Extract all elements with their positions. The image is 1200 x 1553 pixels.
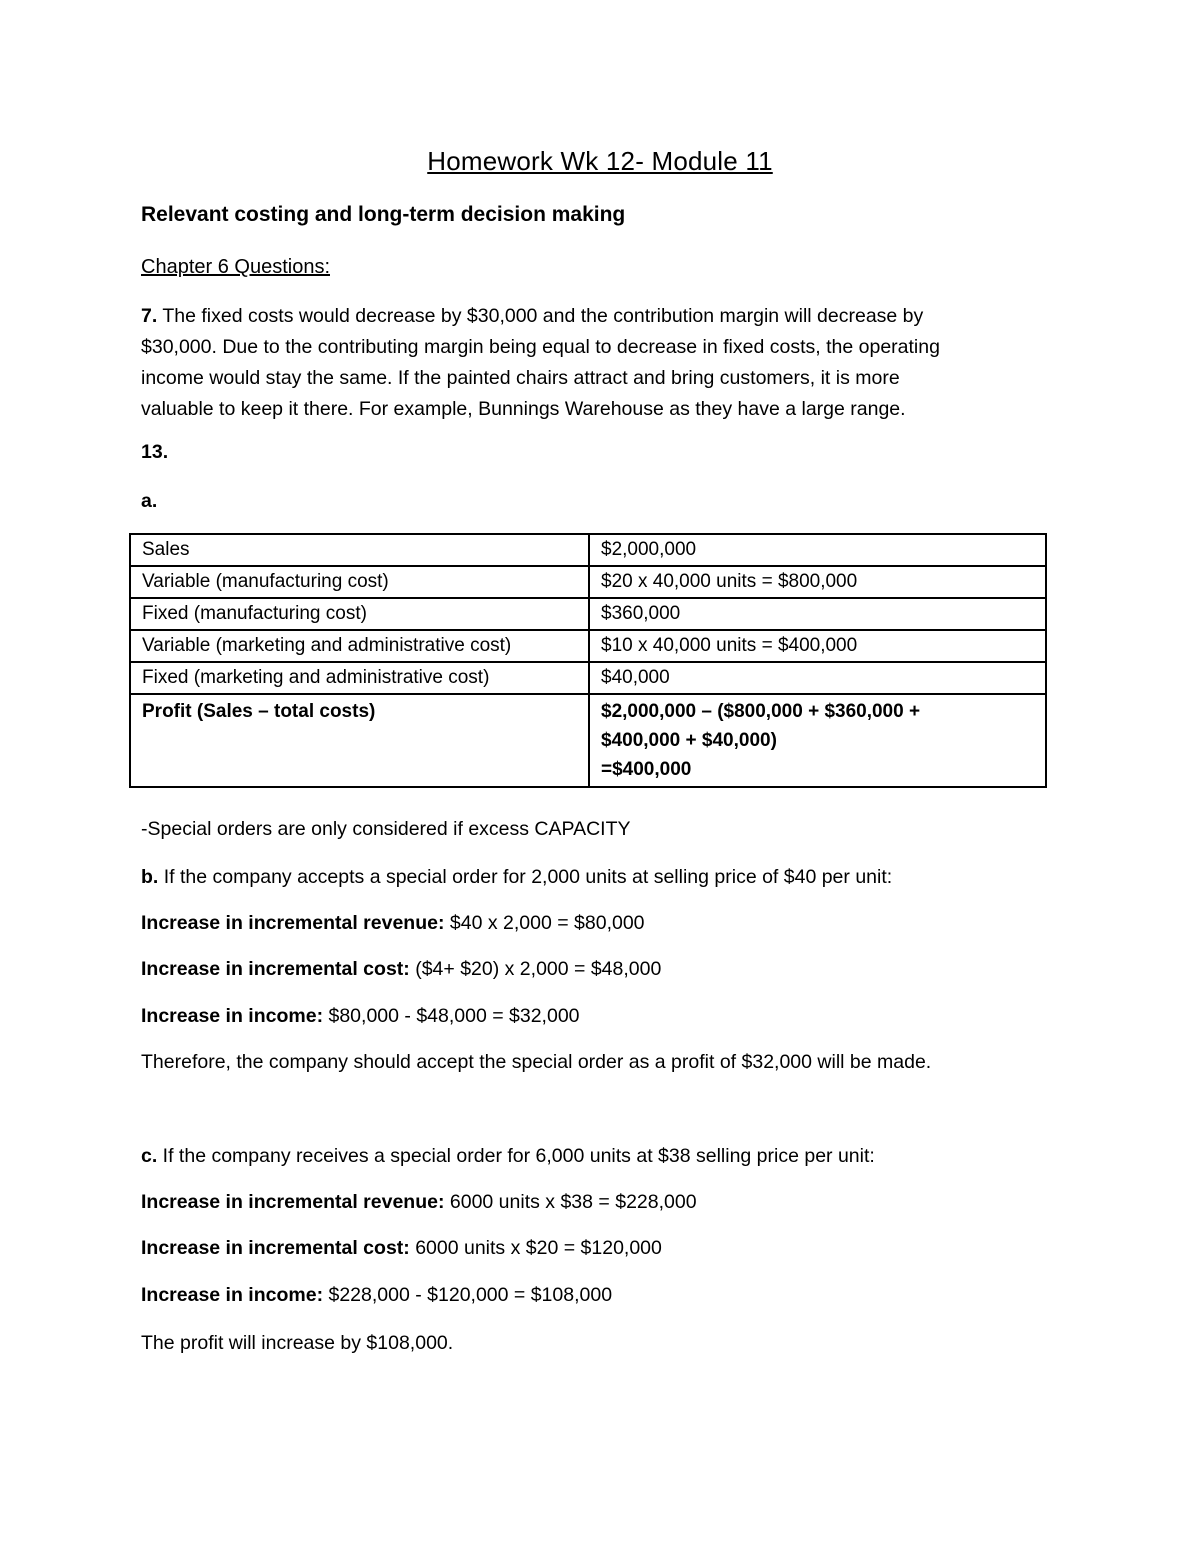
question-7-line: $30,000. Due to the contributing margin being equal to decrease in fixed costs, the operating (141, 336, 940, 358)
part-b-label: b. (141, 866, 159, 888)
part-c-label: c. (141, 1145, 158, 1167)
profit-row (130, 694, 1046, 787)
table-row (130, 566, 1046, 598)
row-label: Sales (130, 534, 589, 566)
profit-value-line: =$400,000 (601, 759, 692, 780)
part-c-intro: c. If the company receives a special order for 6,000 units at $38 selling price per unit: (141, 1145, 875, 1167)
question-7-line: income would stay the same. If the painted chairs attract and bring customers, it is more (141, 367, 900, 389)
table-row (130, 662, 1046, 694)
profit-label: Profit (Sales – total costs) (130, 694, 589, 787)
part-b-revenue: Increase in incremental revenue: $40 x 2,000 = $80,000 (141, 912, 645, 934)
row-value: $20 x 40,000 units = $800,000 (589, 566, 1046, 598)
chapter-heading: Chapter 6 Questions: (141, 256, 330, 278)
part-b-income: Increase in income: $80,000 - $48,000 = $32,000 (141, 1005, 580, 1027)
part-b-conclusion: Therefore, the company should accept the special order as a profit of $32,000 will be made. (141, 1051, 932, 1073)
row-label: Variable (marketing and administrative cost) (130, 630, 589, 662)
income-statement-table (129, 533, 1047, 788)
table-row (130, 598, 1046, 630)
row-label: Fixed (marketing and administrative cost) (130, 662, 589, 694)
profit-value-line: $2,000,000 – ($800,000 + $360,000 + (601, 701, 921, 722)
row-value: $360,000 (589, 598, 1046, 630)
part-a-label: a. (141, 490, 158, 512)
part-b-cost: Increase in incremental cost: ($4+ $20) x 2,000 = $48,000 (141, 958, 662, 980)
question-7 (141, 301, 1041, 425)
question-13-number: 13. (141, 441, 169, 463)
part-c-cost: Increase in incremental cost: 6000 units x $20 = $120,000 (141, 1237, 662, 1259)
row-value: $2,000,000 (589, 534, 1046, 566)
table-row (130, 534, 1046, 566)
question-number: 7. (141, 305, 158, 327)
part-c-conclusion: The profit will increase by $108,000. (141, 1332, 454, 1354)
profit-value-line: $400,000 + $40,000) (601, 730, 777, 751)
document-title: Homework Wk 12- Module 11 (427, 146, 773, 176)
question-7-line: 7. The fixed costs would decrease by $30,000 and the contribution margin will decrease by (141, 305, 924, 327)
part-c-revenue: Increase in incremental revenue: 6000 units x $38 = $228,000 (141, 1191, 697, 1213)
part-b-intro: b. If the company accepts a special order for 2,000 units at selling price of $40 per unit: (141, 866, 893, 888)
table-row (130, 630, 1046, 662)
row-label: Variable (manufacturing cost) (130, 566, 589, 598)
row-value: $40,000 (589, 662, 1046, 694)
profit-value (589, 694, 1046, 787)
row-value: $10 x 40,000 units = $400,000 (589, 630, 1046, 662)
document-subtitle: Relevant costing and long-term decision making (141, 203, 626, 226)
question-7-line: valuable to keep it there. For example, Bunnings Warehouse as they have a large range. (141, 398, 906, 420)
part-c-income: Increase in income: $228,000 - $120,000 = $108,000 (141, 1284, 613, 1306)
capacity-note: -Special orders are only considered if excess CAPACITY (141, 818, 631, 840)
row-label: Fixed (manufacturing cost) (130, 598, 589, 630)
